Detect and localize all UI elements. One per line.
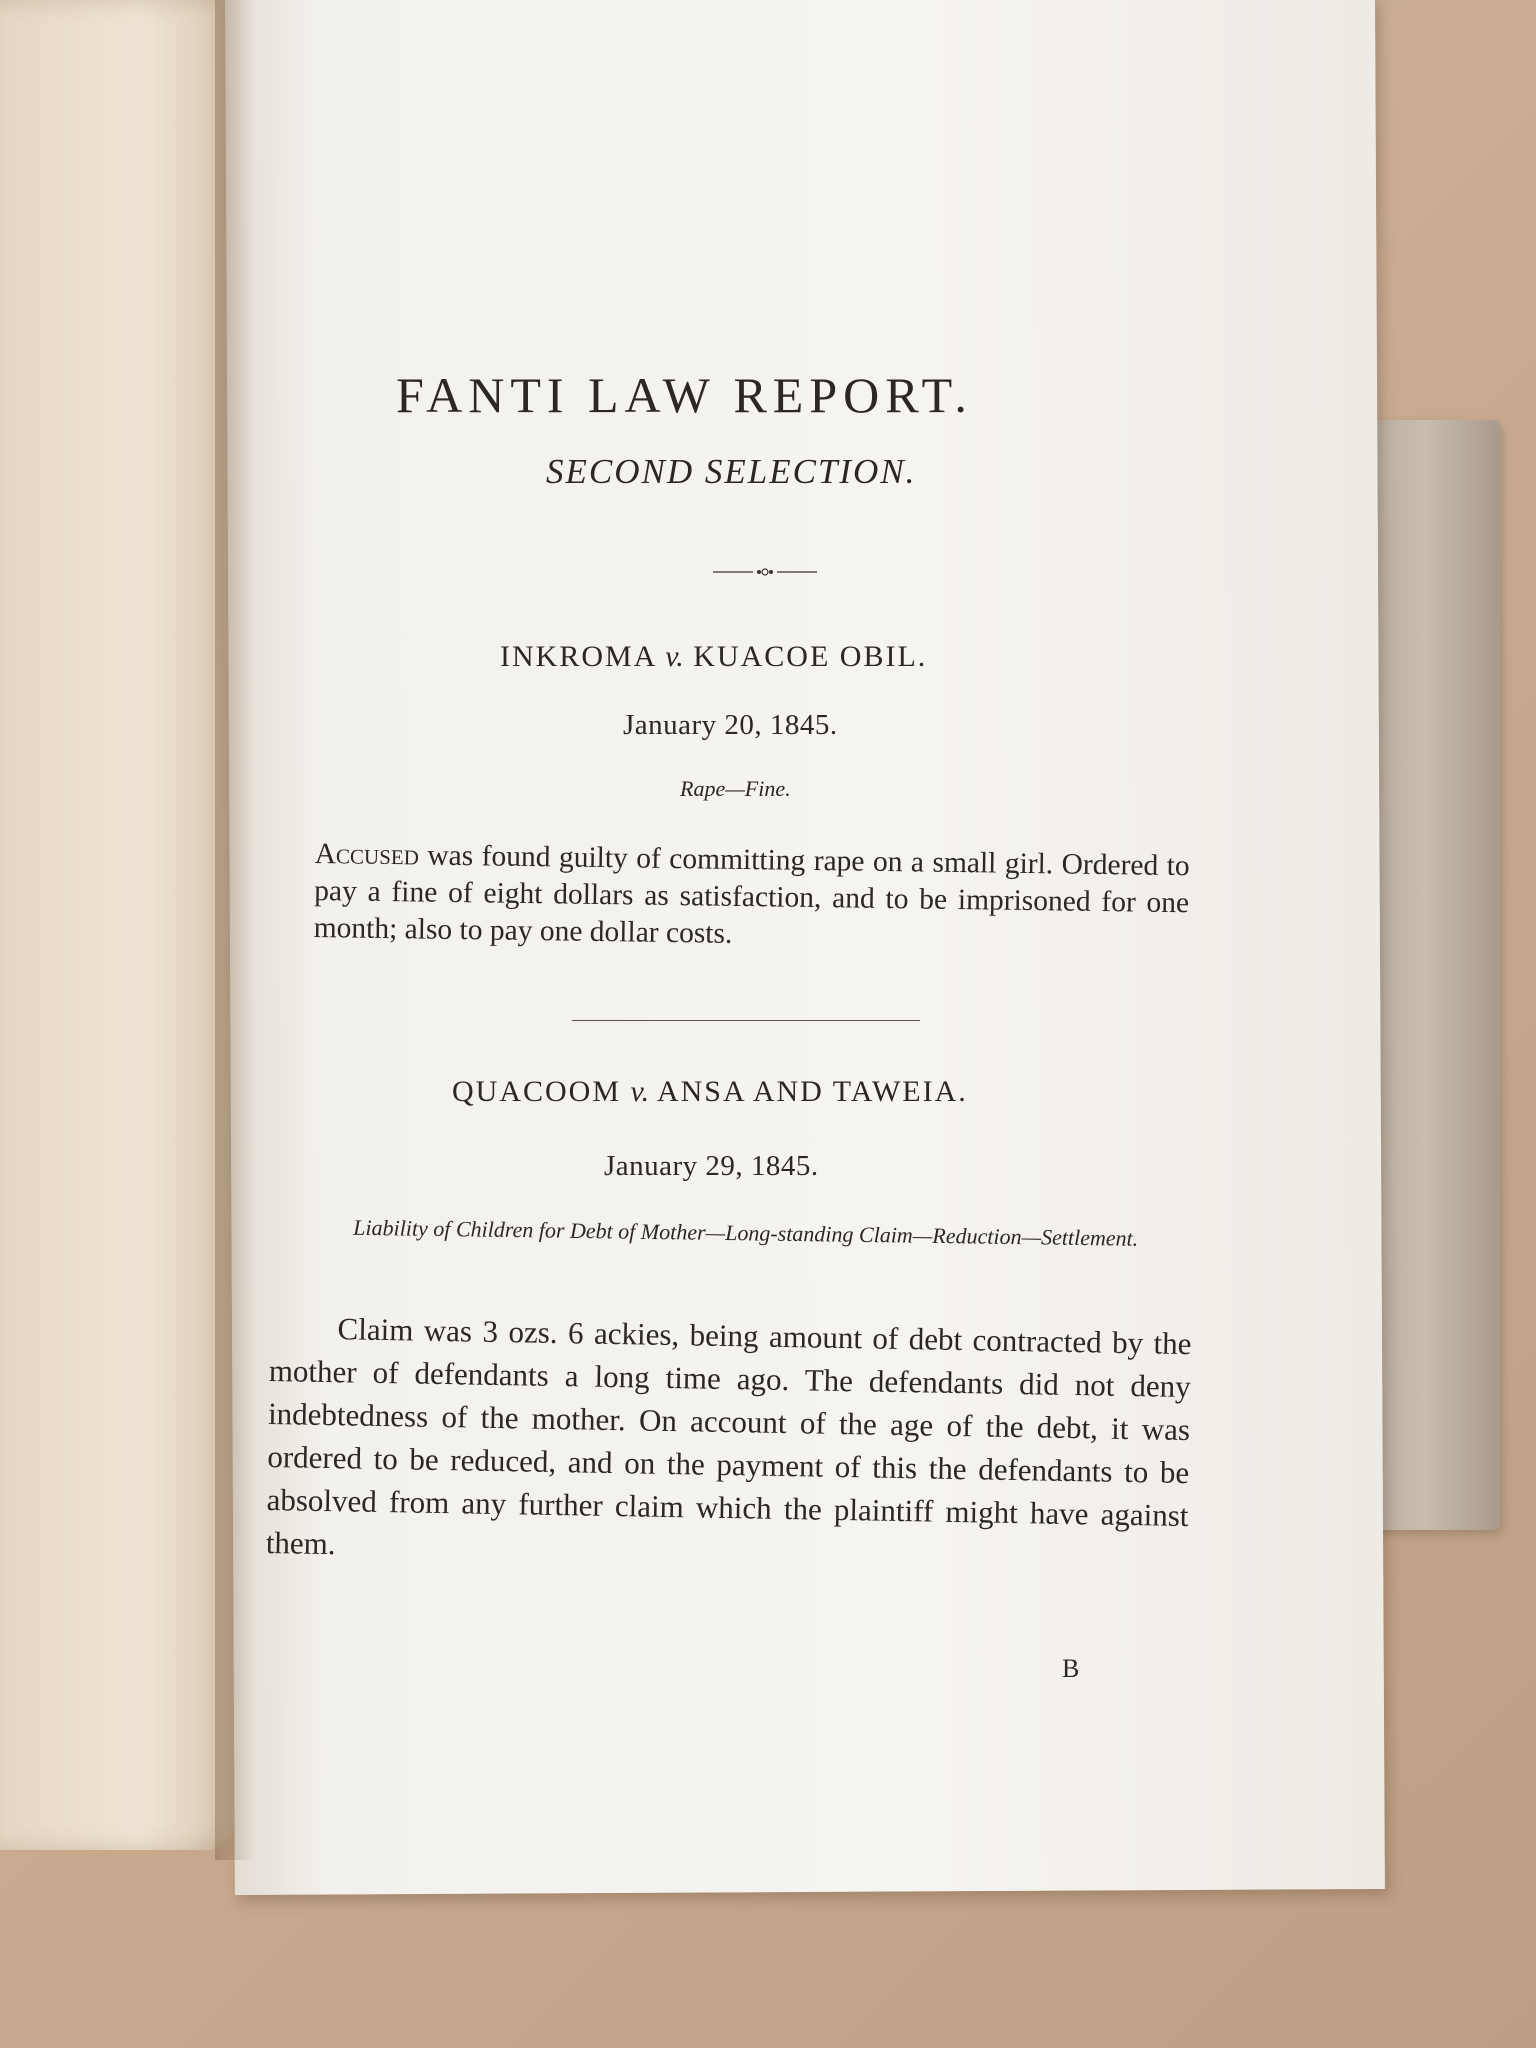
case-2-body-text: Claim was 3 ozs. 6 ackies, being amount of debt contracted by the mother of defendants a long time ago. The defendants did not deny indebtedness of the mother. On account of the age of the debt, it was ordered to be reduced, and on the payment of this the defendants to be absolved from any further claim which the plaintiff might have against them.: [265, 1311, 1192, 1562]
signature-mark: B: [1062, 1654, 1080, 1683]
spine-shadow: [215, 0, 255, 1860]
case-1-headnote: Rape—Fine.: [680, 776, 791, 801]
case-2-headnote: Liability of Children for Debt of Mother—Long-standing Claim—Reduction—Settlement.: [353, 1214, 1139, 1251]
case-1-defendant: KUACOE OBIL.: [683, 640, 928, 673]
case-2-versus: v.: [630, 1075, 650, 1108]
case-1-body-lead: Accused: [314, 837, 420, 872]
case-2-body: [265, 1306, 1191, 1580]
case-1-title: [500, 640, 927, 674]
ornament-divider-icon: [713, 566, 817, 578]
left-book-page: [0, 0, 235, 1850]
case-1-versus: v.: [665, 640, 684, 673]
paragraph-indent: [269, 1338, 337, 1339]
case-1-plaintiff: INKROMA: [500, 640, 666, 673]
case-divider: [572, 1020, 920, 1021]
report-subtitle: SECOND SELECTION.: [546, 452, 917, 491]
case-2-date: January 29, 1845.: [604, 1150, 819, 1182]
case-2-plaintiff: QUACOOM: [452, 1075, 631, 1108]
report-title: FANTI LAW REPORT.: [396, 367, 973, 423]
case-1-body: [313, 836, 1189, 959]
case-2-title: [452, 1075, 968, 1109]
case-1-body-text: was found guilty of committing rape on a small girl. Ordered to pay a fine of eight dollars as satisfaction, and to be imprisoned for one month; also to pay one dollar costs.: [313, 839, 1190, 950]
case-2-defendant: ANSA AND TAWEIA.: [649, 1075, 968, 1108]
case-1-date: January 20, 1845.: [623, 709, 838, 741]
